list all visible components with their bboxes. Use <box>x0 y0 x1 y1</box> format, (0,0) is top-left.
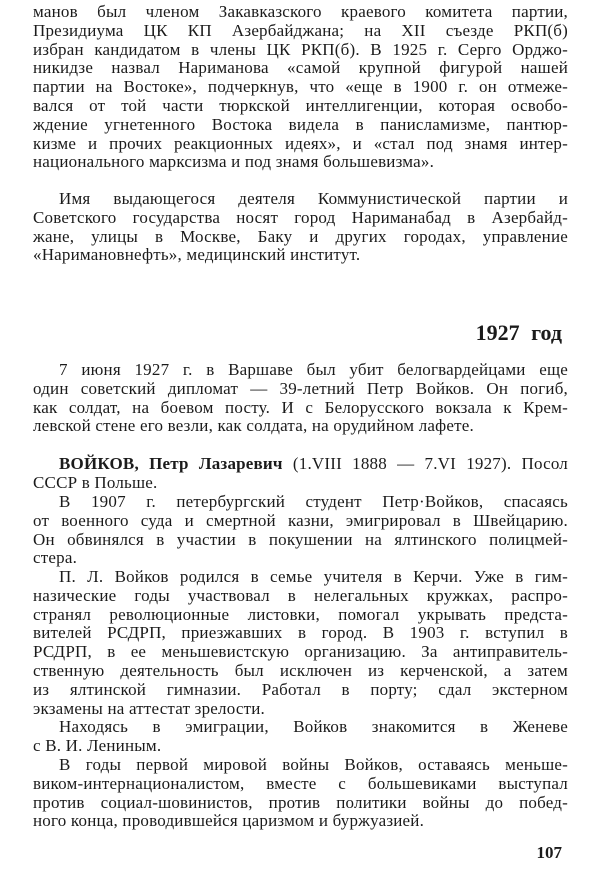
text-line: жане, улицы в Москве, Баку и других городах, управление <box>33 226 568 246</box>
paragraph <box>33 190 568 265</box>
text-line: СССР в Польше. <box>33 472 158 492</box>
text-line <box>33 455 568 474</box>
text-line: как солдат, на боевом посту. И с Белорусского вокзала к Крем- <box>33 397 568 417</box>
text-line: партии на Востоке», подчеркнув, что «еще в 1900 г. он отмеже- <box>33 77 568 97</box>
text-line: Президиума ЦК КП Азербайджана; на XII съезде РКП(б) <box>33 20 568 40</box>
entry-name-bold: ВОЙКОВ, Петр Лазаревич <box>59 454 283 473</box>
text-line: вителей РСДРП, приезжавших в город. В 1903 г. вступил в <box>33 623 568 643</box>
text-line: вался от той части тюркской интеллигенции, которая освобо- <box>33 95 568 115</box>
paragraph <box>33 3 568 172</box>
paragraph <box>33 493 568 568</box>
text-line: 7 июня 1927 г. в Варшаве был убит белогвардейцами еще <box>59 360 568 379</box>
text-line: манов был членом Закавказского краевого комитета партии, <box>33 2 568 21</box>
text-line: стера. <box>33 548 78 568</box>
text-line: один советский дипломат — 39-летний Петр Войков. Он погиб, <box>33 378 568 398</box>
text-line: из ялтинской гимназии. Работал в порту; сдал экстерном <box>33 679 568 699</box>
section-heading: 1927 год <box>475 320 562 345</box>
text-line: избран кандидатом в члены ЦК РКП(б). В 1925 г. Серго Орджо- <box>33 39 568 59</box>
paragraph <box>33 455 568 493</box>
paragraph <box>33 568 568 718</box>
text-line: Он обвинялся в участии в покушении на ялтинского полицмей- <box>33 529 568 549</box>
text-line: ждение угнетенного Востока видела в панисламизме, пантюр- <box>33 114 568 134</box>
text-line: левской стене его везли, как солдата, на орудийном лафете. <box>33 416 474 436</box>
text-line: Советского государства носят город Нариманабад в Азербайд- <box>33 207 568 227</box>
text-line: никидзе назвал Нариманова «самой крупной фигурой нашей <box>33 58 568 78</box>
text-line: «Наримановнефть», медицинский институт. <box>33 245 361 265</box>
text-line: Находясь в эмиграции, Войков знакомится в Женеве <box>59 717 568 736</box>
text-line: ственную деятельность был исключен из керченской, а затем <box>33 660 568 680</box>
page-number: 107 <box>536 843 562 862</box>
text-line: с В. И. Лениным. <box>33 735 162 755</box>
paragraph <box>33 718 568 756</box>
text-line: В годы первой мировой войны Войков, оставаясь меньше- <box>59 755 568 774</box>
entry-text: (1.VIII 1888 — 7.VI 1927). Посол <box>282 454 568 473</box>
text-line: странял революционные листовки, помогал укрывать предста- <box>33 604 568 624</box>
text-line: экзамены на аттестат зрелости. <box>33 698 265 718</box>
text-line: кизме и прочих реакционных идеях», и «стал под знамя интер- <box>33 133 568 153</box>
text-line: РСДРП, в ее меньшевистскую организацию. За антиправитель- <box>33 642 568 662</box>
text-line: П. Л. Войков родился в семье учителя в Керчи. Уже в гим- <box>59 567 568 586</box>
text-line: назические годы участвовал в нелегальных кружках, распро- <box>33 585 568 605</box>
paragraph <box>33 756 568 831</box>
text-line: В 1907 г. петербургский студент Петр·Войков, спасаясь <box>59 492 568 511</box>
text-line: от военного суда и смертной казни, эмигрировал в Швейцарию. <box>33 510 568 530</box>
text-line: против социал-шовинистов, против политики войны до побед- <box>33 792 568 812</box>
text-line: ного конца, проводившейся царизмом и буржуазией. <box>33 811 425 831</box>
paragraph <box>33 361 568 436</box>
text-line: Имя выдающегося деятеля Коммунистической партии и <box>59 189 568 208</box>
text-line: национального марксизма и под знамя большевизма». <box>33 152 435 172</box>
text-line: виком-интернационалистом, вместе с большевиками выступал <box>33 773 568 793</box>
